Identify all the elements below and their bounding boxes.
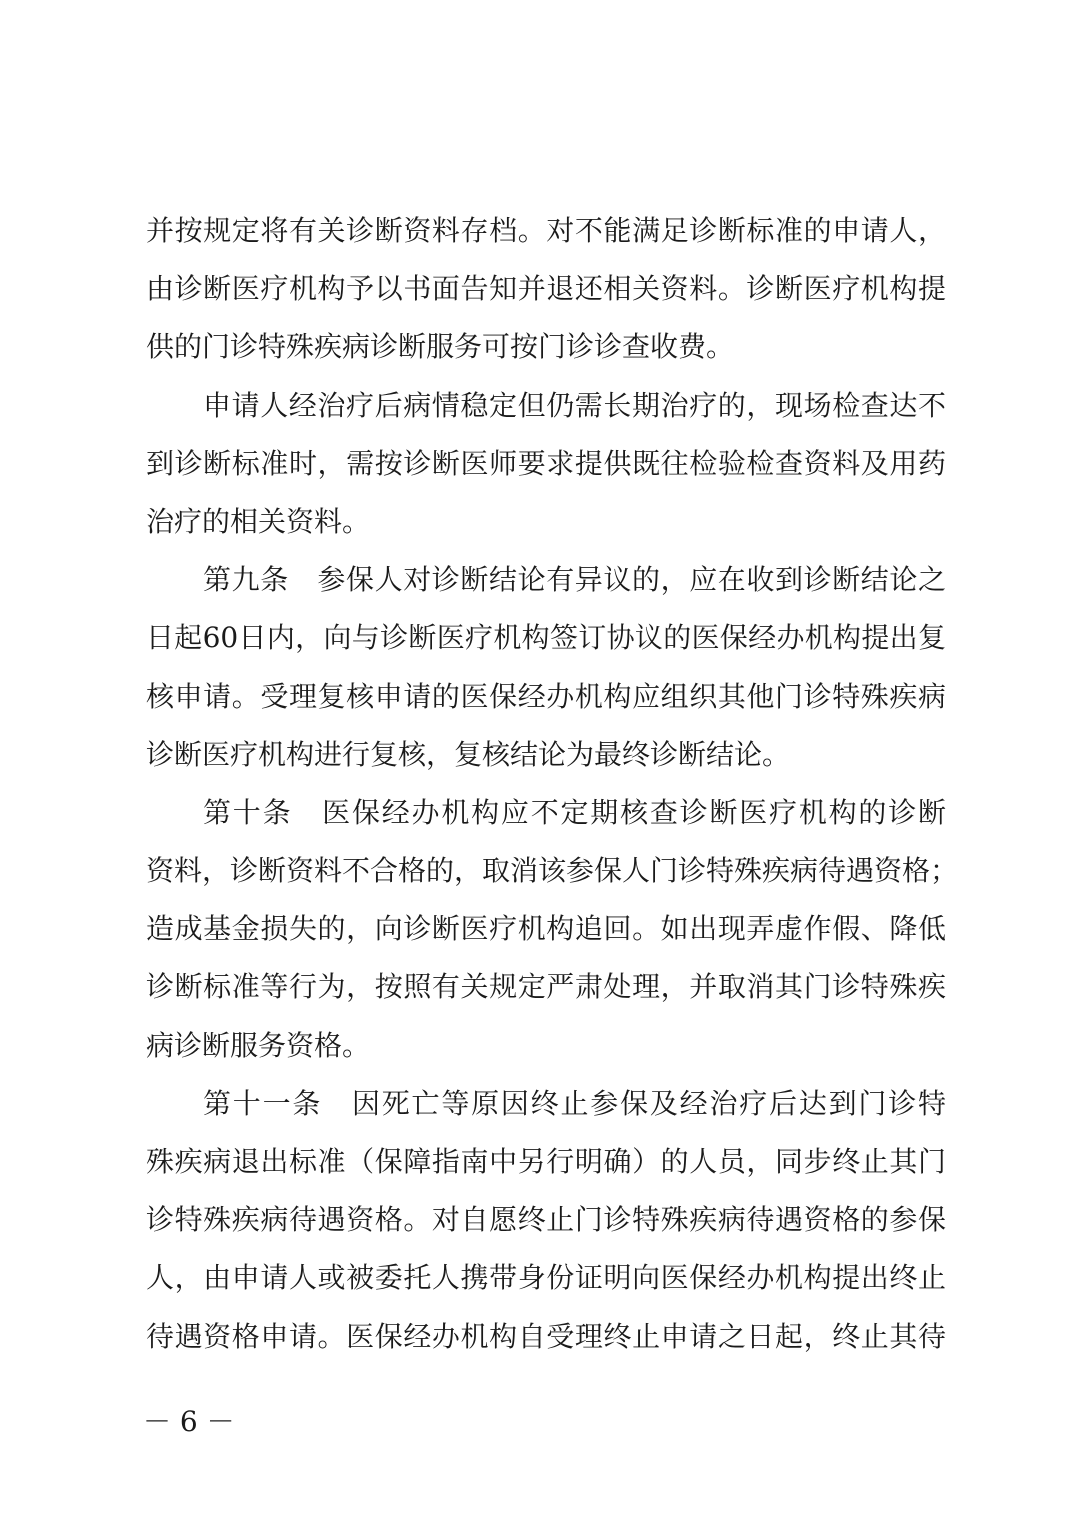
- text-line: 诊断标准等行为，按照有关规定严肃处理，并取消其门诊特殊疾: [146, 970, 946, 1004]
- text-line: 诊断医疗机构进行复核，复核结论为最终诊断结论。: [146, 737, 791, 771]
- text-line: 诊特殊疾病待遇资格。对自愿终止门诊特殊疾病待遇资格的参保: [146, 1203, 946, 1237]
- text-line: 殊疾病退出标准（保障指南中另行明确）的人员，同步终止其门: [146, 1145, 946, 1178]
- text-line: 申请人经治疗后病情稳定但仍需长期治疗的，现场检查达不: [203, 388, 946, 422]
- text-line: 日起60日内，向与诊断医疗机构签订协议的医保经办机构提出复: [146, 621, 946, 655]
- text-line: 病诊断服务资格。: [146, 1028, 371, 1062]
- text-line: 第十一条 因死亡等原因终止参保及经治疗后达到门诊特: [203, 1086, 946, 1120]
- text-line: 人，由申请人或被委托人携带身份证明向医保经办机构提出终止: [146, 1261, 946, 1295]
- text-line: 由诊断医疗机构予以书面告知并退还相关资料。诊断医疗机构提: [146, 272, 946, 306]
- text-line: 造成基金损失的，向诊断医疗机构追回。如出现弄虚作假、降低: [146, 912, 946, 946]
- text-line: 供的门诊特殊疾病诊断服务可按门诊诊查收费。: [146, 330, 735, 364]
- text-line: 第九条 参保人对诊断结论有异议的，应在收到诊断结论之: [203, 563, 946, 597]
- text-line: 到诊断标准时，需按诊断医师要求提供既往检验检查资料及用药: [146, 446, 946, 480]
- text-line: 治疗的相关资料。: [146, 504, 371, 538]
- text-line: 第十条 医保经办机构应不定期核查诊断医疗机构的诊断: [203, 795, 946, 829]
- text-line: 资料，诊断资料不合格的，取消该参保人门诊特殊疾病待遇资格；: [146, 854, 959, 888]
- text-line: 并按规定将有关诊断资料存档。对不能满足诊断标准的申请人，: [146, 214, 946, 247]
- page-number: － 6 －: [143, 1405, 235, 1438]
- body-text: [146, 202, 959, 1366]
- text-line: 核申请。受理复核申请的医保经办机构应组织其他门诊特殊疾病: [146, 679, 946, 713]
- text-line: 待遇资格申请。医保经办机构自受理终止申请之日起，终止其待: [146, 1319, 946, 1353]
